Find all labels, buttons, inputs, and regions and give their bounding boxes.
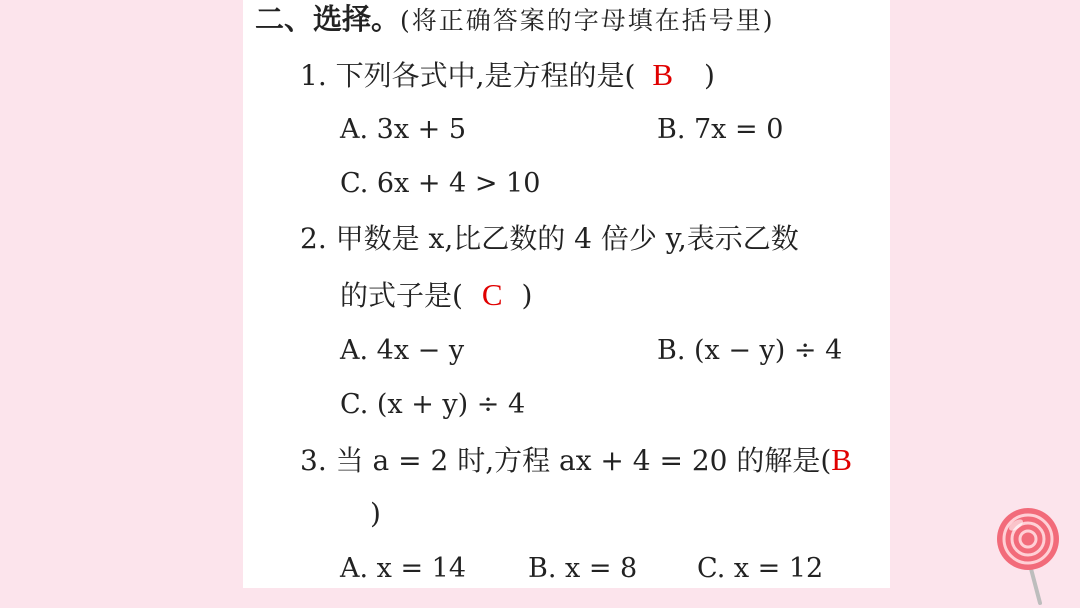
close-paren: ) xyxy=(521,279,533,312)
close-paren: ) xyxy=(703,59,715,92)
option-c: C. x = 12 xyxy=(697,553,824,584)
answer-mark: C xyxy=(481,277,503,312)
section-title: 二、选择。 xyxy=(255,2,401,36)
option-a: A. 4x − y xyxy=(340,335,465,366)
question-2 xyxy=(300,222,799,256)
question-1 xyxy=(300,58,715,93)
option-b: B. (x − y) ÷ 4 xyxy=(657,335,843,366)
question-3 xyxy=(300,443,852,478)
option-c: C. (x + y) ÷ 4 xyxy=(340,389,526,420)
option-c: C. 6x + 4 > 10 xyxy=(340,168,541,199)
question-text: 下列各式中,是方程的是( xyxy=(335,59,636,92)
option-a: A. x = 14 xyxy=(340,553,467,584)
question-text-line1: 甲数是 x,比乙数的 4 倍少 y,表示乙数 xyxy=(335,222,799,255)
question-number: 3. xyxy=(300,444,327,477)
question-2-line2 xyxy=(340,278,532,313)
section-instruction: (将正确答案的字母填在括号里) xyxy=(400,6,775,35)
question-number: 1. xyxy=(300,59,327,92)
question-text: 当 a = 2 时,方程 ax + 4 = 20 的解是( xyxy=(335,444,832,477)
option-b: B. x = 8 xyxy=(528,553,638,584)
section-heading xyxy=(255,2,775,38)
question-number: 2. xyxy=(300,222,327,255)
close-paren: ) xyxy=(370,497,381,530)
answer-mark: B xyxy=(652,57,674,92)
question-text-line2: 的式子是( xyxy=(340,279,463,312)
lollipop-icon xyxy=(992,505,1072,605)
answer-mark: B xyxy=(831,442,852,477)
option-b: B. 7x = 0 xyxy=(657,114,784,145)
option-a: A. 3x + 5 xyxy=(340,114,467,145)
